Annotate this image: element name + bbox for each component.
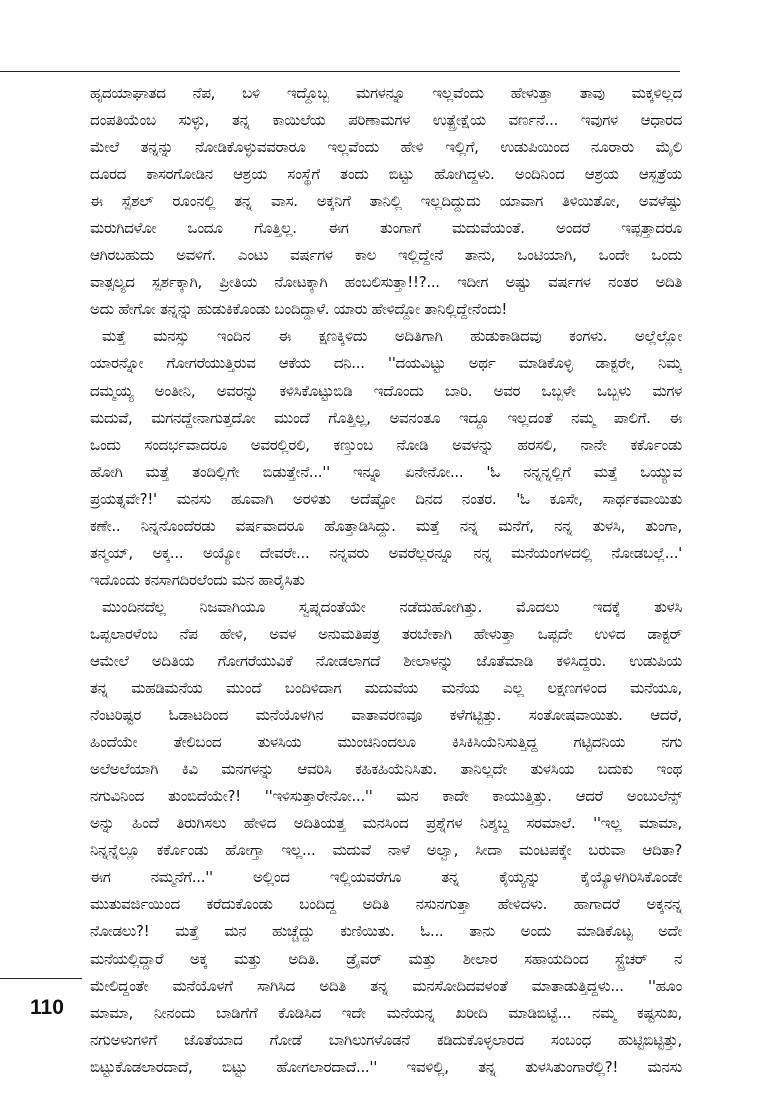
text-line: ನಿನ್ನನ್ನೆಲ್ಲೂ ಕರ್ಕೊಂಡು ಹೋಗ್ತಾ ಇಲ್ಲ... ಮದುವೆ ನಾಳೆ ಅಲ್ವಾ, ಸೀದಾ ಮಂಟಪಕ್ಕೇ ಬರುವಾ ಆದಿತಾ? — [90, 841, 682, 860]
text-line: ಬಿಟ್ಟುಕೊಡಲಾರದಾದೆ, ಬಿಟ್ಟು ಹೋಗಲಾರದಾದೆ...'' ಇವಳಿಲ್ಲಿ, ತನ್ನ ತುಳಸಿತುಂಗಾರೆಲ್ಲಿ?! ಮನಸು — [90, 1057, 682, 1076]
text-line: ಹೃದಯಾಘಾತದ ನೆಪ, ಬಳಿ ಇದ್ದೊಬ್ಬ ಮಗಳನ್ನೂ ಇಲ್ಲವೆಂದು ಹೇಳುತ್ತಾ ತಾವು ಮಕ್ಕಳಿಲ್ಲದ — [90, 84, 682, 102]
text-line: ಈಗ ನಮ್ಮನೆಗೆ...'' ಅಲ್ಲಿಂದ ಇಲ್ಲಿಯವರೆಗೂ ತನ್ನ ಕೈಯ್ಯನ್ನು ಕೈಯ್ಯೊಳಗಿರಿಸಿಕೊಂಡೇ — [90, 868, 682, 887]
text-line: ಮನೆಯಲ್ಲಿದ್ದಾರೆ ಅಕ್ಕ ಮತ್ತು ಅದಿತಿ. ಡ್ರೈವರ್ ಮತ್ತು ಶೀಲಾರ ಸಹಾಯದಿಂದ ಸ್ಟ್ರೆಚರ್ ನ — [90, 949, 682, 968]
text-line: ಅಲೆಅಲೆಯಾಗಿ ಕಿವಿ ಮನಗಳನ್ನು ಆವರಿಸಿ ಕಹಿಕಹಿಯೆನಿಸಿತು. ತಾನಿಲ್ಲದೇ ತುಳಸಿಯ ಬದುಕು ಇಂಥ — [90, 760, 682, 779]
text-line: ನೆಂಟರಿಷ್ಟರ ಓಡಾಟದಿಂದ ಮನೆಯೊಳಗಿನ ವಾತಾವರಣವೂ ಕಳೆಗಟ್ಟಿತ್ತು. ಸಂತೋಷವಾಯಿತು. ಆದರೆ, — [90, 706, 682, 725]
text-line: ಮುಂದಿನದೆಲ್ಲ ನಿಜವಾಗಿಯೂ ಸ್ವಪ್ನದಂತೆಯೇ ನಡೆದುಹೋಗಿತ್ತು. ಮೊದಲು ಇದಕ್ಕೆ ತುಳಸಿ — [102, 597, 682, 616]
text-line: ಮರುಗಿದಳೋ ಒಂದೂ ಗೊತ್ತಿಲ್ಲ. ಈಗ ತುಂಗಾಗೆ ಮದುವೆಯಂತೆ. ಅಂದರೆ ಇಪ್ಪತ್ತಾದರೂ — [90, 219, 682, 238]
text-line: ನಗುವಿನಿಂದ ತುಂಬಿದೆಯೇ?! ''ಇಳಿಸುತ್ತಾರೇನೋ...'' ಮನ ಕಾದೇ ಕಾಯುತ್ತಿತ್ತು. ಆದರೆ ಅಂಬುಲೆನ್ಸ್ — [90, 787, 682, 806]
text-line: ಮತ್ತೆ ಮನಸ್ಸು ಇಂದಿನ ಈ ಕ್ಷಣಕ್ಕಿಳಿದು ಅದಿತಿಗಾಗಿ ಹುಡುಕಾಡಿದವು ಕಂಗಳು. ಅಲ್ಲೆಲ್ಲೋ — [102, 327, 682, 346]
bottom-rule — [0, 978, 82, 979]
text-line: ತನ್ನ ಮಹಡಿಮನೆಯ ಮುಂದೆ ಬಂದಿಳಿದಾಗ ಮದುವೆಯ ಮನೆಯ ಎಲ್ಲ ಲಕ್ಷಣಗಳಿಂದ ಮನೆಯೂ, — [90, 679, 682, 698]
text-line: ಯಾರನ್ನೋ ಗೋಗರೆಯುತ್ತಿರುವ ಆಕೆಯ ದನಿ... ''ದಯವಿಟ್ಟು ಅರ್ಥ ಮಾಡಿಕೊಳ್ಳಿ ಡಾಕ್ಟರೇ, ನಿಮ್ಮ — [90, 354, 682, 373]
text-line: ದೂರದ ಕಾಸರಗೋಡಿನ ಆಶ್ರಯ ಸಂಸ್ಥೆಗೆ ತಂದು ಬಿಟ್ಟು ಹೋಗಿದ್ದಳು. ಅಂದಿನಿಂದ ಆಶ್ರಯ ಆಸ್ಪತ್ರೆಯ — [90, 165, 682, 184]
text-line: ನಗುಅಳುಗಳಿಗೆ ಜೊತೆಯಾದ ಗೋಡೆ ಬಾಗಿಲುಗಳೊಡನೆ ಕಡಿದುಕೊಳ್ಳಲಾರದ ಸಂಬಂಧ ಹುಟ್ಟಿಬಿಟ್ಟಿತ್ತು, — [90, 1030, 682, 1049]
text-line: ಮಾಮಾ, ನೀನಂದು ಬಾಡಿಗೆಗೆ ಕೊಡಿಸಿದ ಇದೇ ಮನೆಯನ್ನ ಖರೀದಿ ಮಾಡಿಬಿಟ್ಟೆ... ನಮ್ಮ ಕಷ್ಟಸುಖ, — [90, 1003, 682, 1022]
text-line: ಮೇಲೆ ತನ್ನನ್ನು ನೋಡಿಕೊಳ್ಳುವವರಾರೂ ಇಲ್ಲವೆಂದು ಹೇಳಿ ಇಲ್ಲಿಗೆ, ಉಡುಪಿಯಿಂದ ನೂರಾರು ಮೈಲಿ — [90, 138, 682, 157]
text-line: ಮುತುವರ್ಜಿಯಿಂದ ಕರೆದುಕೊಂಡು ಬಂದಿದ್ದ ಅದಿತಿ ನಸುನಗುತ್ತಾ ಹೇಳಿದಳು. ಹಾಗಾದರೆ ಅಕ್ಕನನ್ನ — [90, 895, 682, 914]
text-line: ವಾತ್ಸಲ್ಯದ ಸ್ಪರ್ಶಕ್ಕಾಗಿ, ಪ್ರೀತಿಯ ನೋಟಕ್ಕಾಗಿ ಹಂಬಲಿಸುತ್ತಾ!!?... ಇದೀಗ ಅಷ್ಟು ವರ್ಷಗಳ ನಂತರ ಅದಿತಿ — [90, 273, 682, 292]
text-line: ದಂಪತಿಯೆಂಬ ಸುಳ್ಳು, ತನ್ನ ಕಾಯಿಲೆಯ ಪರಿಣಾಮಗಳ ಉತ್ಪ್ರೇಕ್ಷೆಯ ವರ್ಣನೆ... ಇವುಗಳ ಆಧಾರದ — [90, 111, 682, 130]
text-line: ಅನ್ನು ಹಿಂದೆ ತಿರುಗಿಸಲು ಹೇಳಿದ ಅದಿತಿಯತ್ತ ಮನಸಿಂದ ಪ್ರಶ್ನೆಗಳ ನಿಶ್ಶಬ್ದ ಸರಮಾಲೆ. ''ಇಲ್ಲ ಮಾಮಾ, — [90, 814, 682, 833]
text-line: ಒಪ್ಪಲಾರಳೆಂಬ ನೆಪ ಹೇಳಿ, ಅವಳ ಅನುಮತಿಪತ್ರ ತರಬೇಕಾಗಿ ಹೇಳುತ್ತಾ ಒಪ್ಪದೇ ಉಳಿದ ಡಾಕ್ಟರ್ — [90, 624, 682, 643]
text-line: ಮದುವೆ, ಮಗನದ್ದೇನಾಗುತ್ತದೋ ಮುಂದೆ ಗೊತ್ತಿಲ್ಲ, ಅವನಂತೂ ಇದ್ದೂ ಇಲ್ಲದಂತೆ ನಮ್ಮ ಪಾಲಿಗೆ. ಈ — [90, 408, 682, 427]
text-line: ದಮ್ಮಯ್ಯ ಅಂತೀನಿ, ಅವರನ್ನು ಕಳಿಸಿಕೊಟ್ಟುಬಿಡಿ ಇದೊಂದು ಬಾರಿ. ಅವರ ಒಬ್ಬಳೇ ಒಬ್ಬಳು ಮಗಳ — [90, 381, 682, 400]
text-line: ಆಮೇಲೆ ಅದಿತಿಯ ಗೋಗರೆಯುವಿಕೆ ನೋಡಲಾಗದೆ ಶೀಲಾಳನ್ನು ಜೊತೆಮಾಡಿ ಕಳಿಸಿದ್ದರು. ಉಡುಪಿಯ — [90, 651, 682, 670]
text-line: ಹಿಂದೆಯೇ ತೇಲಿಬಂದ ತುಳಸಿಯ ಮುಂಚಿನಿಂದಲೂ ಕಿಸಿಕಿಸಿಯೆನಿಸುತ್ತಿದ್ದ ಗಟ್ಟಿದನಿಯ ನಗು — [90, 733, 682, 752]
text-line: ಹೋಗಿ ಮತ್ತೆ ತಂದಿಲ್ಲಿಗೇ ಬಿಡುತ್ತೇನೆ...'' ಇನ್ನೂ ಏನೇನೋ... 'ಓ ನನ್ನನ್ನಲ್ಲಿಗೆ ಮತ್ತೆ ಒಯ್ಯುವ — [90, 462, 682, 481]
text-line: ಒಂದು ಸಂದರ್ಭವಾದರೂ ಅವರಲ್ಲಿರಲಿ, ಕಣ್ತುಂಬ ನೋಡಿ ಅವಳನ್ನು ಹರಸಲಿ, ನಾನೇ ಕರ್ಕೊಂಡು — [90, 435, 682, 454]
text-line: ಕಣೇ.. ನಿನ್ನನೊಂದೆರಡು ವರ್ಷವಾದರೂ ಹೊತ್ತಾಡಿಸಿದ್ದು. ಮತ್ತೆ ನನ್ನ ಮನೆಗೆ, ನನ್ನ ತುಳಸಿ, ತುಂಗಾ, — [90, 516, 682, 535]
text-line: ಪ್ರಯತ್ನವೇ?!' ಮನಸು ಹೂವಾಗಿ ಅರಳಿತು ಅದೆಷ್ಟೋ ದಿನದ ನಂತರ. 'ಓ ಕೂಸೇ, ಸಾರ್ಥಕವಾಯಿತು — [90, 489, 682, 508]
text-line: ಅದು ಹೇಗೋ ತನ್ನನ್ನು ಹುಡುಕಿಕೊಂಡು ಬಂದಿದ್ದಾಳೆ. ಯಾರು ಹೇಳಿದ್ದೋ ತಾನಿಲ್ಲಿದ್ದೇನೆಂದು! — [90, 300, 508, 319]
text-line: ಇದೊಂದು ಕನಸಾಗದಿರಲೆಂದು ಮನ ಹಾರೈಸಿತು — [90, 570, 305, 589]
text-line: ಮೇಲಿದ್ದಂತೇ ಮನೆಯೊಳಗೆ ಸಾಗಿಸಿದ ಅದಿತಿ ತನ್ನ ಮನಸೋದಿದವಳಂತೆ ಮಾತಾಡುತ್ತಿದ್ದಳು... ''ಹೂಂ — [90, 976, 682, 995]
text-line: ತನ್ಮಯ್, ಅಕ್ಕ... ಅಯ್ಯೋ ದೇವರೇ... ನನ್ನವರು ಅವರೆಲ್ಲರನ್ನೂ ನನ್ನ ಮನೆಯಂಗಳದಲ್ಲಿ ನೋಡಬಲ್ಲೆ...' — [90, 543, 682, 562]
page-number: 110 — [30, 996, 64, 1019]
top-rule — [0, 71, 680, 72]
text-line: ಈ ಸ್ಪೆಶಲ್ ರೂಂನಲ್ಲಿ ತನ್ನ ವಾಸ. ಅಕ್ಕನಿಗೆ ತಾನಿಲ್ಲಿ ಇಲ್ಲದಿದ್ದುದು ಯಾವಾಗ ತಿಳಿಯಿತೋ, ಅವಳೆಷ್ಟು — [90, 192, 682, 211]
text-line: ಆಗಿರಬಹುದು ಅವಳಿಗೆ. ಎಂಟು ವರ್ಷಗಳ ಕಾಲ ಇಲ್ಲಿದ್ದೇನೆ ತಾನು, ಒಂಟಿಯಾಗಿ, ಒಂದೇ ಒಂದು — [90, 246, 682, 265]
body-text — [90, 80, 682, 1081]
text-line: ನೋಡಲು?! ಮತ್ತೆ ಮನ ಹುಚ್ಚೆದ್ದು ಕುಣಿಯಿತು. ಓ... ತಾನು ಅಂದು ಮಾಡಿಕೊಟ್ಟ ಅದೇ — [90, 922, 682, 941]
